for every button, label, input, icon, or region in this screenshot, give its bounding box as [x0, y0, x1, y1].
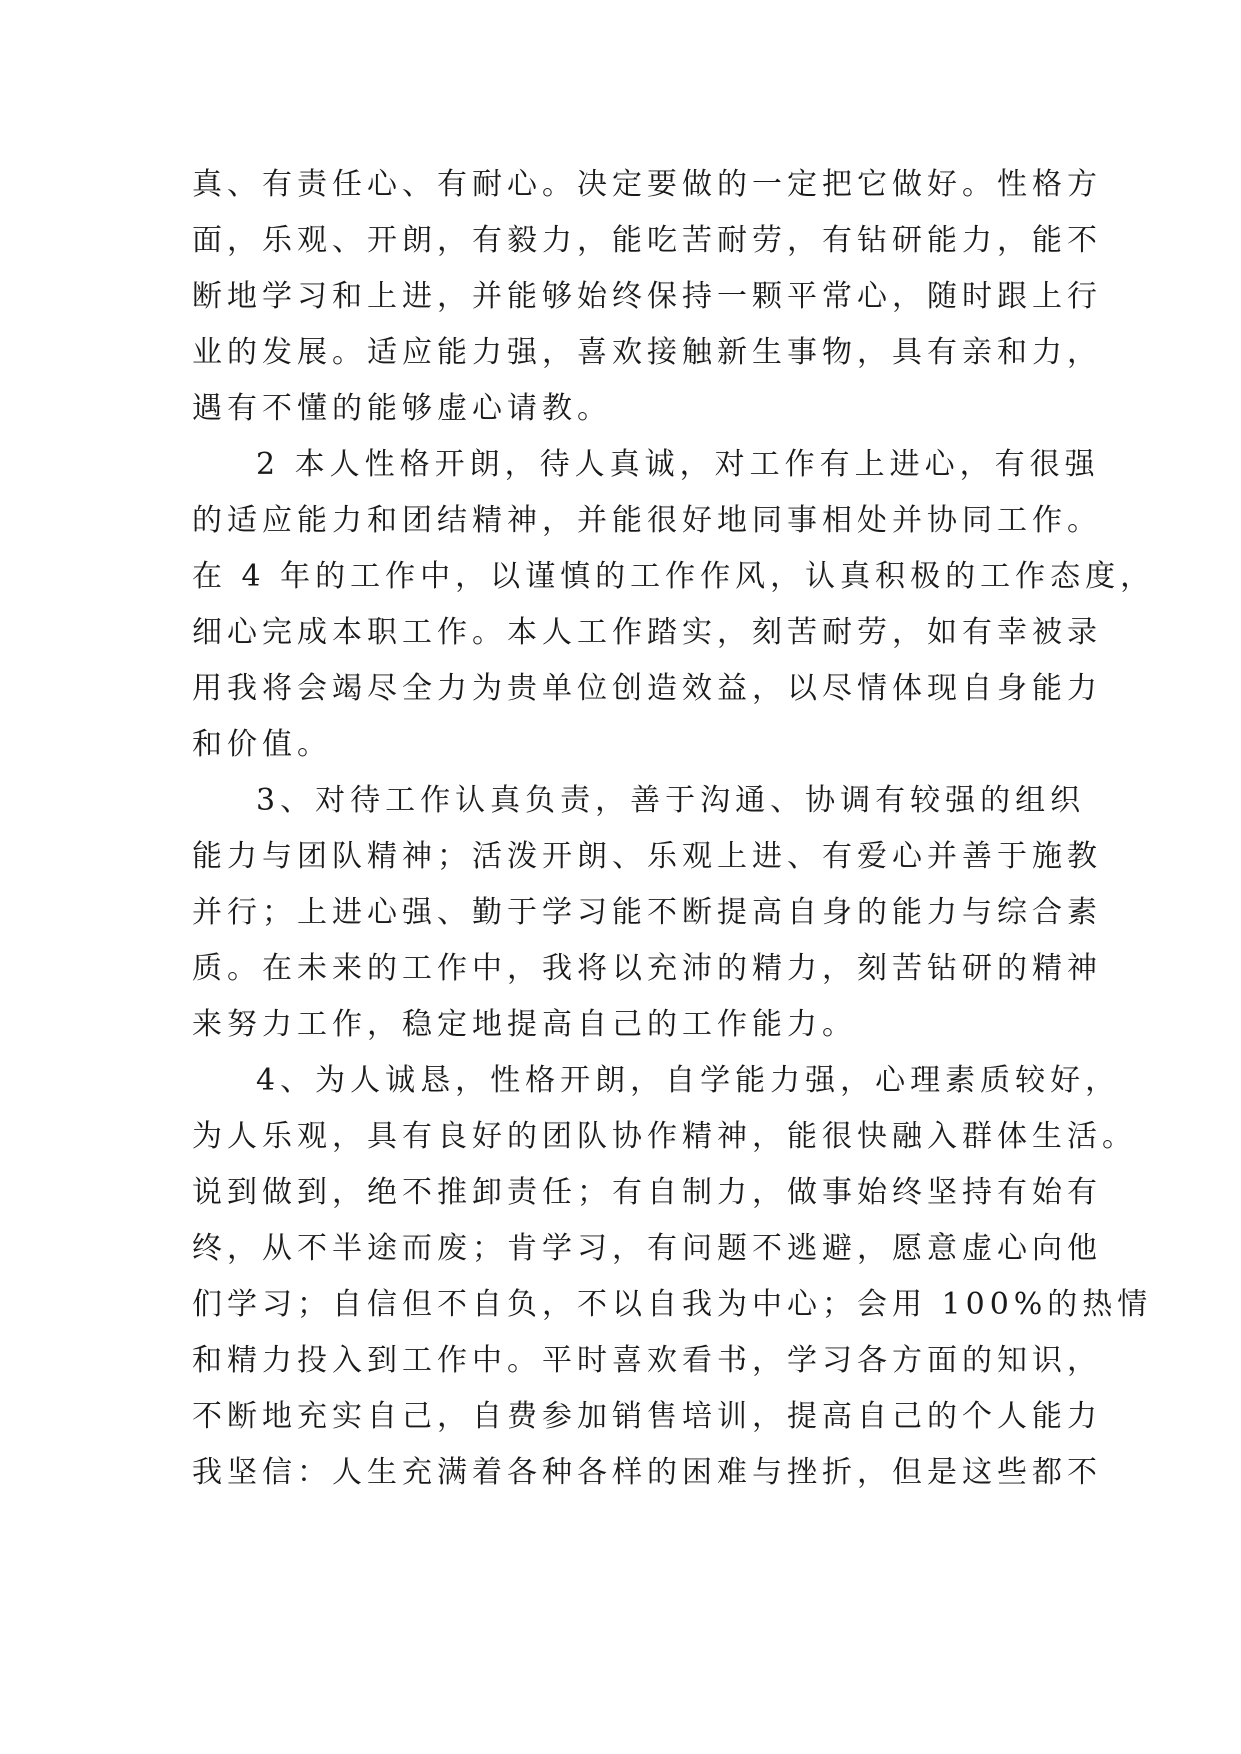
text-line: 为人乐观，具有良好的团队协作精神，能很快融入群体生活。 [192, 1119, 1137, 1154]
text-line: 真、有责任心、有耐心。决定要做的一定把它做好。性格方 [192, 167, 1102, 202]
text-line: 细心完成本职工作。本人工作踏实，刻苦耐劳，如有幸被录 [192, 615, 1102, 650]
text-line: 们学习；自信但不自负，不以自我为中心；会用 100%的热情 [192, 1287, 1153, 1322]
paragraph-first-line: 2 本人性格开朗，待人真诚，对工作有上进心，有很强 [256, 447, 1100, 482]
text-line: 说到做到，绝不推卸责任；有自制力，做事始终坚持有始有 [192, 1175, 1102, 1210]
text-line: 断地学习和上进，并能够始终保持一颗平常心，随时跟上行 [192, 279, 1102, 314]
text-line: 质。在未来的工作中，我将以充沛的精力，刻苦钻研的精神 [192, 951, 1102, 986]
body-text [192, 157, 1156, 1501]
text-line: 用我将会竭尽全力为贵单位创造效益，以尽情体现自身能力 [192, 671, 1102, 706]
text-line: 终，从不半途而废；肯学习，有问题不逃避，愿意虚心向他 [192, 1231, 1102, 1266]
paragraph-first-line: 3、对待工作认真负责，善于沟通、协调有较强的组织 [256, 783, 1086, 818]
paragraph-first-line: 4、为人诚恳，性格开朗，自学能力强，心理素质较好， [256, 1063, 1121, 1098]
text-line: 来努力工作，稳定地提高自己的工作能力。 [192, 1007, 857, 1042]
text-line: 面，乐观、开朗，有毅力，能吃苦耐劳，有钻研能力，能不 [192, 223, 1102, 258]
text-line: 和价值。 [192, 727, 332, 762]
text-line: 能力与团队精神；活泼开朗、乐观上进、有爱心并善于施教 [192, 839, 1102, 874]
text-line: 并行；上进心强、勤于学习能不断提高自身的能力与综合素 [192, 895, 1102, 930]
text-line: 和精力投入到工作中。平时喜欢看书，学习各方面的知识， [192, 1343, 1102, 1378]
text-line: 遇有不懂的能够虚心请教。 [192, 391, 612, 426]
text-line: 不断地充实自己，自费参加销售培训，提高自己的个人能力 [192, 1399, 1102, 1434]
text-line: 我坚信：人生充满着各种各样的困难与挫折，但是这些都不 [192, 1455, 1102, 1490]
text-line: 业的发展。适应能力强，喜欢接触新生事物，具有亲和力， [192, 335, 1102, 370]
text-line: 的适应能力和团结精神，并能很好地同事相处并协同工作。 [192, 503, 1102, 538]
text-line: 在 4 年的工作中，以谨慎的工作作风，认真积极的工作态度， [192, 559, 1156, 594]
